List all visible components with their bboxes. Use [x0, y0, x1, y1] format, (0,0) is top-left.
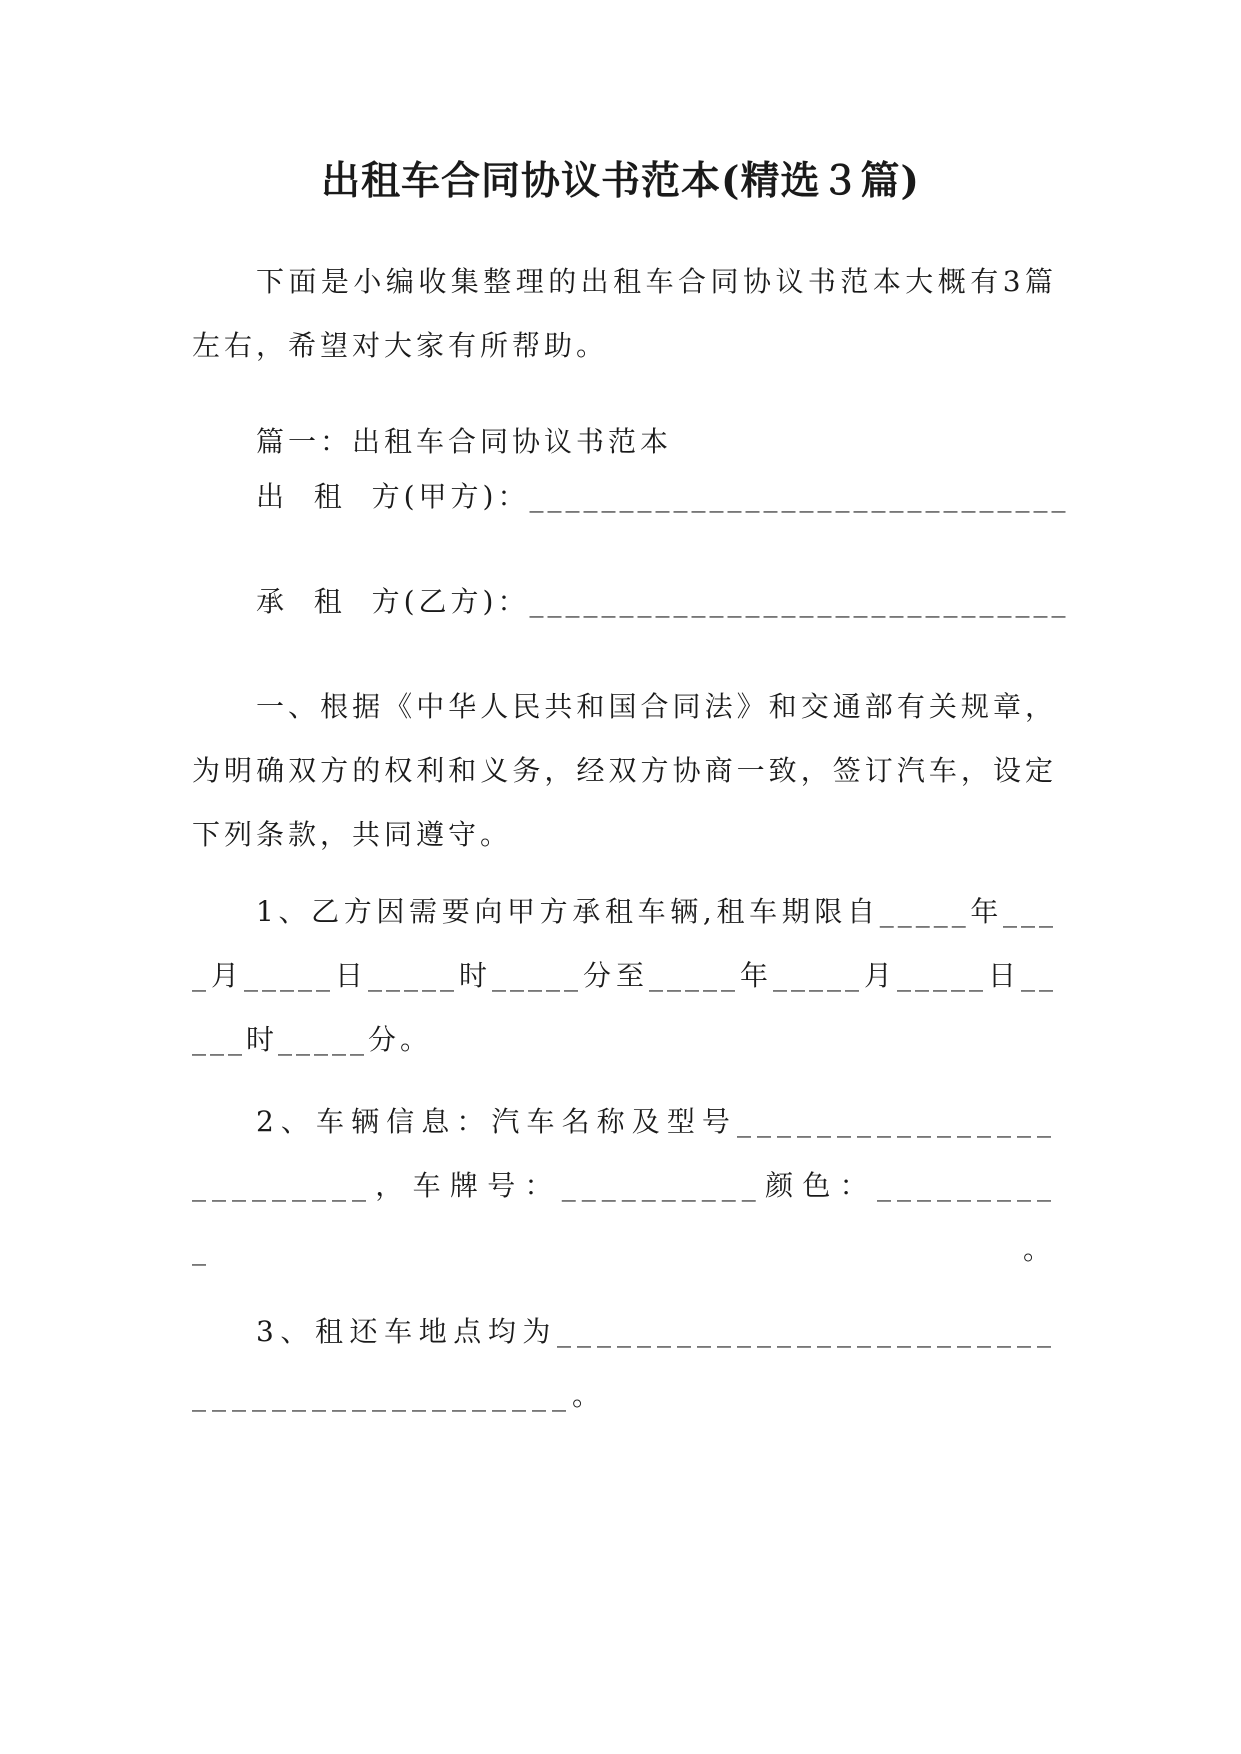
clause-intro-paragraph: 一、根据《中华人民共和国合同法》和交通部有关规章，为明确双方的权利和义务，经双方协商一致，签订汽车，设定下列条款，共同遵守。 [192, 690, 1057, 851]
section-heading: 篇一：出租车合同协议书范本 [256, 425, 673, 458]
party-b-line: 承 租 方(乙方)：______________________________ [256, 585, 1070, 618]
clause-2-paragraph: 2、车辆信息：汽车名称及型号_________________________，车牌号：__________颜色：__________。 [192, 1105, 1057, 1266]
clause-3-paragraph: 3、租还车地点均为____________________________________________。 [192, 1315, 1057, 1412]
document-title: 出租车合同协议书范本(精选３篇) [321, 158, 920, 204]
intro-paragraph: 下面是小编收集整理的出租车合同协议书范本大概有3篇左右，希望对大家有所帮助。 [192, 265, 1057, 362]
clause-1-paragraph: 1、乙方因需要向甲方承租车辆,租车期限自_____年____月_____日_____时_____分至_____年_____月_____日_____时_____分。 [192, 895, 1057, 1056]
party-a-line: 出 租 方(甲方)：______________________________ [256, 480, 1070, 513]
